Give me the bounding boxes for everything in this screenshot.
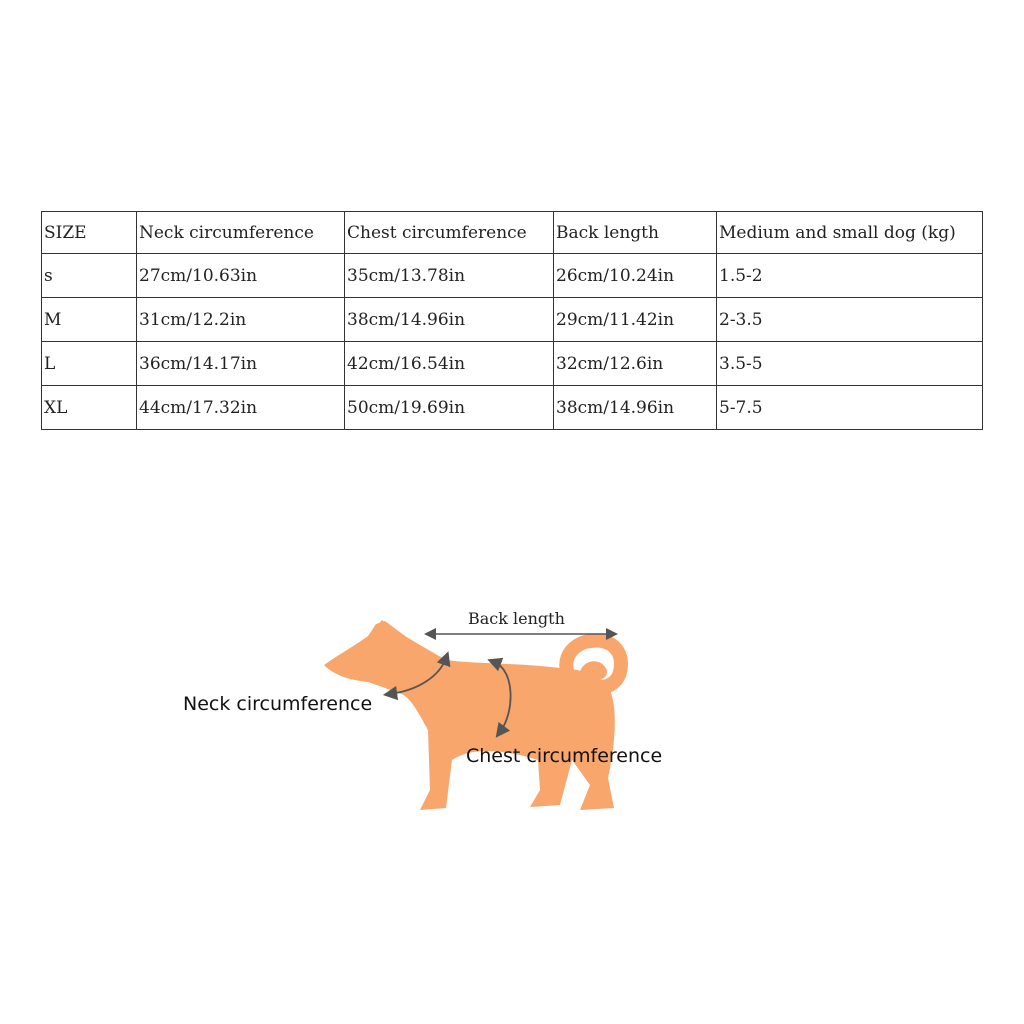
table-cell: 35cm/13.78in xyxy=(345,254,554,298)
table-cell: 29cm/11.42in xyxy=(554,298,717,342)
header-neck: Neck circumference xyxy=(137,212,345,254)
table-cell: 5-7.5 xyxy=(717,386,983,430)
table-cell: XL xyxy=(42,386,137,430)
table-cell: 44cm/17.32in xyxy=(137,386,345,430)
table-cell: M xyxy=(42,298,137,342)
table-cell: 26cm/10.24in xyxy=(554,254,717,298)
table-cell: s xyxy=(42,254,137,298)
table-cell: 50cm/19.69in xyxy=(345,386,554,430)
dog-silhouette-icon xyxy=(324,620,621,810)
table-cell: 31cm/12.2in xyxy=(137,298,345,342)
table-cell: 42cm/16.54in xyxy=(345,342,554,386)
chest-circumference-label: Chest circumference xyxy=(466,745,663,767)
table-cell: 2-3.5 xyxy=(717,298,983,342)
table-cell: 36cm/14.17in xyxy=(137,342,345,386)
table-cell: 1.5-2 xyxy=(717,254,983,298)
table-cell: 38cm/14.96in xyxy=(554,386,717,430)
header-weight: Medium and small dog (kg) xyxy=(717,212,983,254)
neck-circumference-label: Neck circumference xyxy=(183,693,373,715)
table-cell: 32cm/12.6in xyxy=(554,342,717,386)
table-cell: 3.5-5 xyxy=(717,342,983,386)
table-cell: L xyxy=(42,342,137,386)
header-chest: Chest circumference xyxy=(345,212,554,254)
table-cell: 38cm/14.96in xyxy=(345,298,554,342)
back-length-label: Back length xyxy=(468,609,565,628)
table-cell: 27cm/10.63in xyxy=(137,254,345,298)
header-back: Back length xyxy=(554,212,717,254)
header-size: SIZE xyxy=(42,212,137,254)
